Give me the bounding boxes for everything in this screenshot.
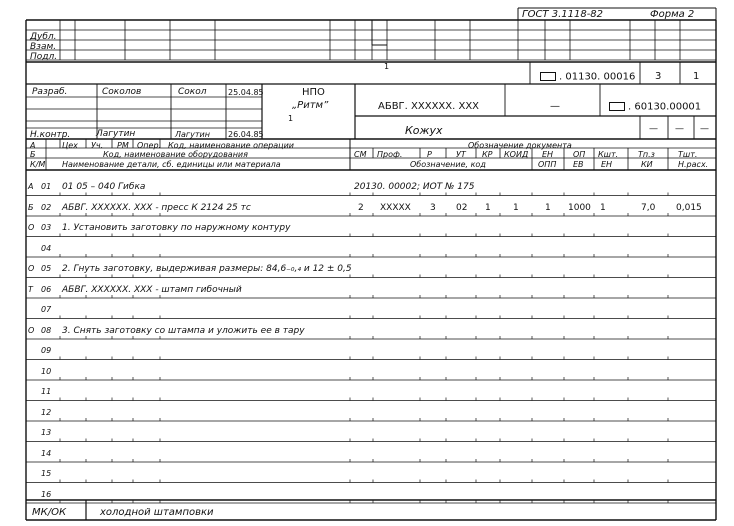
hdr-material: Наименование детали, сб. единицы или материала xyxy=(62,160,281,169)
hdr-sm: СМ xyxy=(354,150,367,159)
hdr-ksht: Кшт. xyxy=(598,150,619,159)
row-text: 3. Снять заготовку со штампа и уложить ее в тару xyxy=(62,325,305,336)
row-value: 02 xyxy=(456,202,468,213)
row-number: 13 xyxy=(41,428,52,437)
row-letter: О xyxy=(28,325,35,335)
row-text: АБВГ. XXXXXX. XXX - штамп гибочный xyxy=(62,284,242,295)
hdr-uch: Уч. xyxy=(91,141,104,150)
sheet-number: 1 xyxy=(693,71,700,82)
hdr-op: ОП xyxy=(573,150,586,159)
row-number: 11 xyxy=(41,387,52,396)
hdr-doc-designation: Обозначение документа xyxy=(468,141,572,150)
hdr-rm: РМ xyxy=(117,141,129,150)
gost-label: ГОСТ 3.1118-82 xyxy=(522,9,604,20)
row-value: 7,0 xyxy=(641,202,656,213)
hdr-letter-km: К/М xyxy=(30,160,46,169)
hdr-tsht: Тшт. xyxy=(678,150,698,159)
row-value: 3 xyxy=(430,202,436,213)
hdr-koid: КОИД xyxy=(504,150,529,159)
row-letter: Т xyxy=(28,284,33,294)
row-value: 1 xyxy=(513,202,519,213)
hdr-ut: УТ xyxy=(456,150,466,159)
row-value: XXXXX xyxy=(380,202,411,213)
row-value: 1 xyxy=(600,202,606,213)
hdr-ki: КИ xyxy=(641,160,653,169)
row-number: 01 xyxy=(41,182,52,191)
dash-cell-2: — xyxy=(675,124,684,134)
dash-cell-1: — xyxy=(649,124,658,134)
form-label: Форма 2 xyxy=(650,9,695,20)
row-text: 2. Гнуть заготовку, выдерживая размеры: 84,6₋₀,₄ и 12 ± 0,5 xyxy=(62,264,352,274)
doc-dash: — xyxy=(550,101,560,112)
footer-code: МК/ОК xyxy=(32,507,67,518)
sheet-marker: 1 xyxy=(384,62,390,71)
row-letter: О xyxy=(28,223,35,232)
row-extra: 20130. 00002; ИОТ № 175 xyxy=(354,182,475,192)
org-line2: „Ритм” xyxy=(292,100,329,111)
stamp-podl: Подл. xyxy=(30,52,58,62)
row-letter: А xyxy=(28,182,34,191)
dash-cell-3: — xyxy=(700,124,709,134)
row-number: 06 xyxy=(41,284,52,294)
hdr-oper: Опер. xyxy=(137,141,162,150)
row-number: 08 xyxy=(41,325,52,335)
row-number: 14 xyxy=(41,448,52,458)
doc-ref-code: . 01130. 00016 xyxy=(540,72,635,83)
product-name: Кожух xyxy=(405,124,443,137)
hdr-r: Р xyxy=(427,150,432,159)
sign-signature-1: Сокол xyxy=(178,87,207,97)
row-letter: Б xyxy=(28,202,34,212)
hdr-letter-a: А xyxy=(30,141,36,150)
hdr-designation-code: Обозначение, код xyxy=(410,160,486,169)
row-text: 1. Установить заготовку по наружному контуру xyxy=(62,223,291,233)
sign-name-2: Лагутин xyxy=(96,129,136,139)
hdr-en2: ЕН xyxy=(601,160,613,169)
row-number: 16 xyxy=(41,489,52,499)
hdr-ceh: Цех xyxy=(62,141,78,150)
row-number: 10 xyxy=(41,366,52,376)
sign-date-1: 25.04.85 xyxy=(228,88,264,97)
row-number: 09 xyxy=(41,346,52,355)
row-number: 15 xyxy=(41,469,52,478)
doc-code-2: . 60130.00001 xyxy=(609,102,701,113)
row-value: 1 xyxy=(485,202,491,213)
sheet-marker-2: 1 xyxy=(288,114,294,123)
sign-date-2: 26.04.85 xyxy=(228,130,264,139)
footer-title: холодной штамповки xyxy=(100,507,214,518)
stamp-vzam: Взам. xyxy=(30,42,57,52)
row-value: 0,015 xyxy=(676,202,702,213)
hdr-nrash: Н.расх. xyxy=(678,160,709,169)
row-number: 03 xyxy=(41,223,52,232)
row-value: 2 xyxy=(358,202,364,213)
doc-code: АБВГ. XXXXXX. XXX xyxy=(378,101,480,112)
hdr-equipment: Код, наименование оборудования xyxy=(103,150,248,159)
row-number: 04 xyxy=(41,243,52,253)
hdr-en: ЕН xyxy=(542,150,554,159)
stamp-dubl: Дубл. xyxy=(30,32,57,42)
row-number: 05 xyxy=(41,264,52,273)
org-line1: НПО xyxy=(302,87,325,98)
row-number: 02 xyxy=(41,202,52,212)
row-number: 12 xyxy=(41,407,52,417)
hdr-kr: КР xyxy=(482,150,493,159)
document-box-icon xyxy=(540,72,556,81)
row-letter: О xyxy=(28,264,35,273)
document-box-icon-2 xyxy=(609,102,625,111)
row-text: АБВГ. XXXXXX. XXX - пресс К 2124 25 тс xyxy=(62,202,251,213)
sign-role-2: Н.контр. xyxy=(30,130,71,140)
sign-role-1: Разраб. xyxy=(32,87,68,97)
row-value: 1 xyxy=(545,202,551,213)
row-number: 07 xyxy=(41,305,52,314)
row-value: 1000 xyxy=(568,202,591,213)
hdr-oper-code: Код, наименование операции xyxy=(168,141,294,150)
sign-signature-2: Лагутин xyxy=(175,130,210,139)
hdr-opp: ОПП xyxy=(538,160,557,169)
sign-name-1: Соколов xyxy=(102,87,142,97)
hdr-ev: ЕВ xyxy=(573,160,584,169)
hdr-tpz: Тп.з xyxy=(638,150,655,159)
hdr-prof: Проф. xyxy=(377,150,403,159)
sheets-total: 3 xyxy=(655,71,662,82)
hdr-letter-b: Б xyxy=(30,150,36,159)
row-text: 01 05 – 040 Гибка xyxy=(62,182,146,192)
